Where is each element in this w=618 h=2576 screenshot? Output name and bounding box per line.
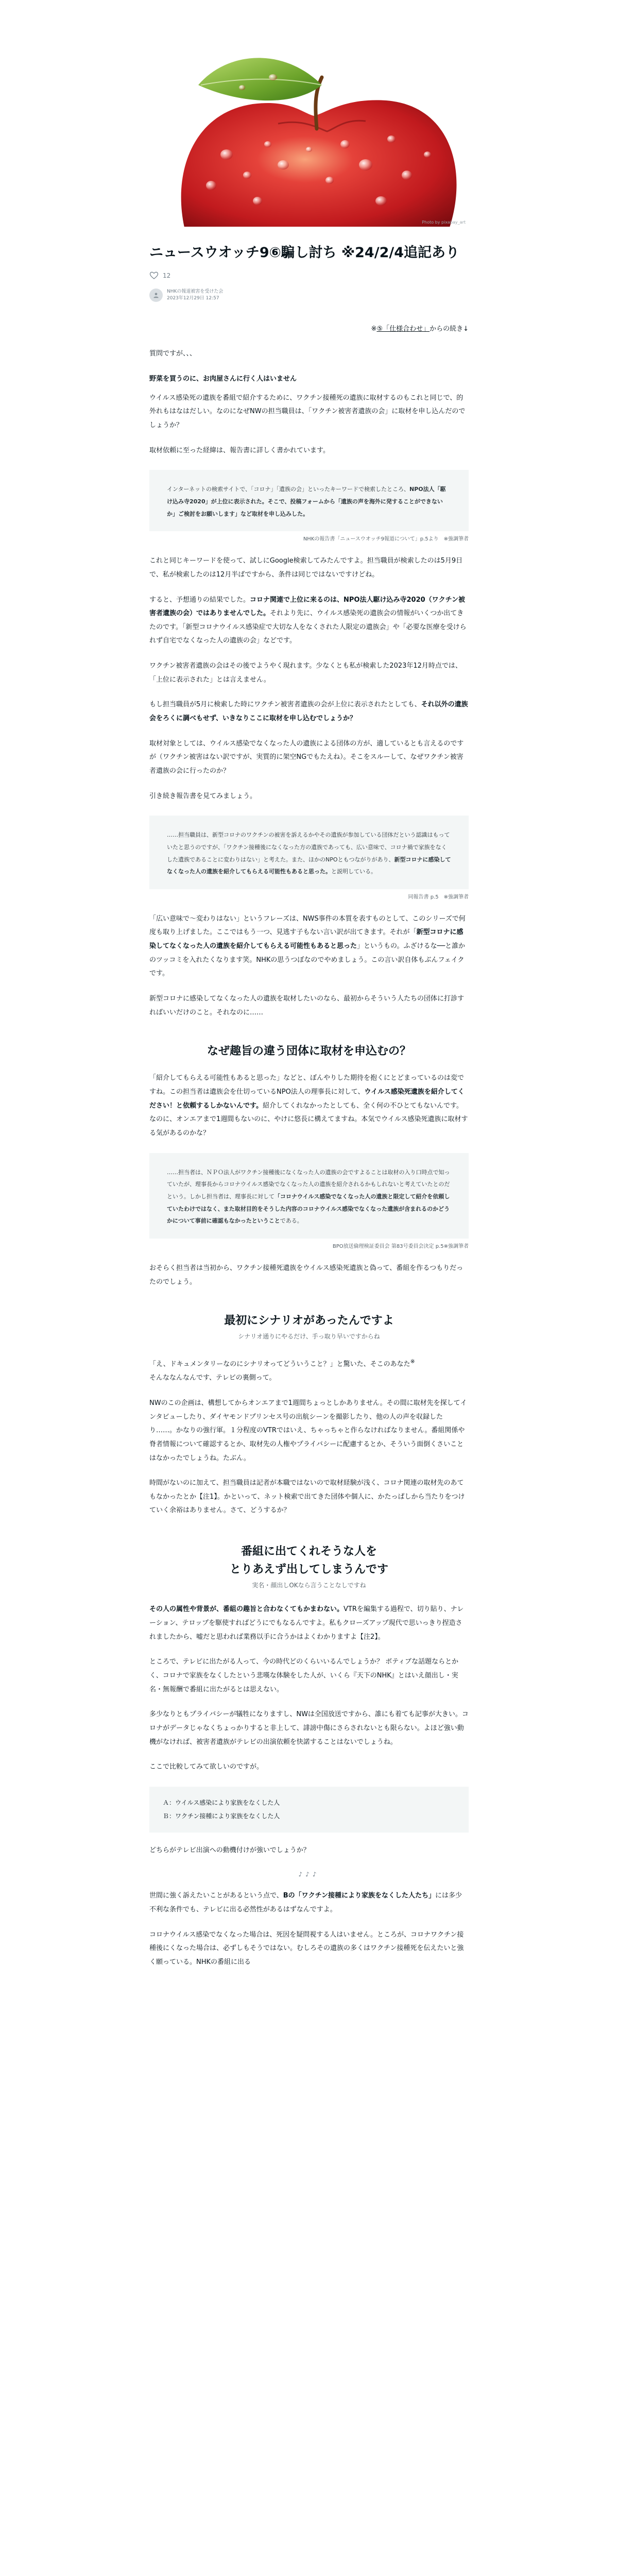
author-block	[149, 289, 469, 302]
avatar[interactable]	[149, 289, 163, 302]
text-part: 「広い意味で〜変わりはない」というフレーズは、NWS事件の本質を表すものとして、このシリーズで何度も取り上げました。ここではもう一つ、見逃す子もない言い訳が出てきます。それが「	[149, 914, 466, 937]
quote-text-part: と説明している。	[331, 868, 376, 875]
paragraph	[149, 1889, 469, 1917]
heading-line: とりあえず出してしまうんです	[229, 1563, 388, 1577]
paragraph: ここで比較してみて欲しいのですが。	[149, 1763, 264, 1771]
section-subheading: シナリオ通りにやるだけ、手っ取り早いですからね	[238, 1333, 380, 1341]
heading-line: 番組に出てくれそうな人を	[241, 1545, 377, 1558]
paragraph-bold	[149, 372, 469, 386]
paragraph: 質問ですが、、、	[149, 350, 197, 358]
paragraph: 取材対象としては、ウイルス感染でなくなった人の遺族による団体の方が、適しているとも言えるのですが（ワクチン被害はない訳ですが、実質的に架空NGでもたえね）。そこをスルーして、なぜワクチン被害者遺族の会に行ったのか？	[149, 739, 464, 775]
section-heading: 最初にシナリオがあったんですよ	[224, 1314, 394, 1328]
text-part: それより先に、ウイルス感染死の遺族会の情報がいくつか出てきたのです。「新型コロナウイルス感染症で大切な人をなくされた人限定の遺族会」や「必要な医療を受けられず自宅でなくなった人の遺族の会」などです。	[149, 609, 467, 645]
paragraph: 取材依頼に至った経緯は、報告書に詳しく書かれています。	[149, 446, 330, 454]
quote-text-part: インターネットの検索サイトで、「コロナ」「遺族の会」といったキーワードで検索したところ、	[167, 486, 410, 493]
prev-article-line	[149, 323, 469, 336]
quote-source: BPO放送倫理検証委員会 第83号委員会決定 p.5※強調筆者	[332, 1243, 469, 1249]
prev-article-link[interactable]: ⑤「仕様合わせ」	[376, 325, 430, 333]
text-part: もし担当職員が5月に検索した時にワクチン被害者遺族の会が上位に表示されたとしても、	[149, 701, 421, 709]
post-date: 2023年12月29日 12:57	[167, 295, 219, 301]
blockquote	[149, 816, 469, 889]
text-part: そんななんなんです、テレビの裏側って。	[149, 1374, 276, 1382]
section-heading	[149, 1543, 469, 1579]
lead-suffix: からの続き↓	[430, 325, 469, 333]
text-part: 」というもの。ふざけるな──と誰かのツッコミを入れたくなります笑。NHKの思うつぼなのでやめましょう。この言い訳自体もぶんフェイクです。	[149, 942, 466, 978]
text-part: すると、予想通りの結果でした。	[149, 596, 250, 604]
separator: ♪♪♪	[298, 1871, 320, 1878]
quote-source: 同報告書 p.5 ※強調筆者	[408, 894, 469, 900]
paragraph: 引き続き報告書を見てみましょう。	[149, 792, 257, 800]
paragraph	[149, 1072, 469, 1140]
quote-bold: NPO法人「駆け込み寺2020」が上位に表示された。そこで、投稿フォームから「遺族の声を海外に発することができないか」ご検討をお願いします」など取材を申し込みした。	[167, 486, 446, 517]
quote-bold: 「コロナウイルス感染でなくなった人の遺族と限定して紹介を依頼していたわけではなく、また取材目的をそうした内容のコロナウイルス感染でなくなった遺族が含まれるのかどうかについて事前に確認もなかったということ	[167, 1193, 450, 1225]
quote-bold: 新型コロナに感染してなくなった人の遺族を紹介してもらえる可能性もあると思った。	[167, 856, 451, 875]
option-a: Ａ：ウイルス感染により家族をなくした人	[163, 1799, 280, 1806]
hero-image	[149, 46, 469, 227]
blockquote	[149, 470, 469, 531]
section-subheading: 実名・顔出しOKなら言うことなしですね	[252, 1582, 366, 1589]
author-name[interactable]: NHKの報道被害を受けた会	[167, 289, 224, 295]
paragraph	[149, 698, 469, 725]
quote-text-part: ……担当者は、ＮＰＯ法人がワクチン接種後になくなった人の遺族の会ですよることは取材の入り口時点で知っていたが、理事長からコロナウイルス感染でなくなった人の遺族を紹介されるかもしれないと考えていたとのだという。しかし担当者は、理事長に対して	[167, 1168, 450, 1200]
quote-text-part: ……担当職員は、新型コロナのワクチンの被害を訴えるかやその遺族が参加している団体だという認識はもっていたと思うのですが、「ワクチン接種後になくなった方の遺族であっても、広い意味で、コロナ禍で家族をなくした遺族であることに変わりはない」と考えた。また、ほかのNPOともつながりがあり、	[167, 832, 450, 863]
lead-prefix: ※	[371, 325, 377, 333]
photo-credit: Photo by pixabay_art	[422, 220, 466, 225]
like-count: 12	[163, 272, 171, 279]
paragraph: ワクチン被害者遺族の会はその後でようやく現れます。少なくとも私が検索した2023年12月時点では、「上位に表示された」とは言えません。	[149, 662, 462, 684]
bold-text: Bの「ワクチン接種により家族をなくした人たち」	[283, 1892, 436, 1900]
paragraph	[149, 594, 469, 649]
text-part: には多少不利な条件でも、テレビに出る必然性があるはずなんですよ。	[149, 1892, 462, 1913]
paragraph: NWのこの企画は、構想してからオンエアまで1週間ちょっとしかありません。その間に取材先を探してインタビューしたり、ダイヤモンドプリンセス号の出航シーンを撮影したり、他の人の声を収録したり……。かなりの強行軍。１分程度のVTRではいえ、ちゃっちゃと作らなければなりません。番組関係や脊者情報について確認するとか、取材先の人権やプライバシーに配慮するとか、そういう面倒くさいことはなかったでしょうね。たぶん。	[149, 1399, 467, 1462]
quote-source[interactable]: NHKの報告書「ニュースウオッチ9報道について」p.5より ※強調筆者	[303, 536, 469, 543]
bold-text: 新型コロナに感染してなくなった人の遺族を紹介してもらえる可能性もあると思った	[149, 928, 464, 951]
paragraph: どちらがテレビ出演への動機付けが強いでしょうか？	[149, 1846, 310, 1854]
bold-text: コロナ関連で上位に来るのは、NPO法人駆け込み寺2020（ワクチン被害者遺族の会）ではありませんでした。	[149, 596, 466, 618]
apple-body	[181, 100, 457, 227]
bold-text: その人の属性や背景が、番組の趣旨と合わなくてもかまわない。	[149, 1605, 344, 1614]
quote-text	[167, 829, 451, 878]
text-part: 「え、ドキュメンタリーなのにシナリオってどういうこと？」と驚いた、そこのあなた	[149, 1360, 410, 1368]
blockquote	[149, 1153, 469, 1239]
section-heading: なぜ趣旨の違う団体に取材を申込むの？	[207, 1045, 411, 1058]
paragraph	[149, 1356, 469, 1385]
bold-text: ウイルス感染死遺族を紹介してください！と依頼するしかないんです。	[149, 1088, 465, 1110]
footnote-mark: ※	[410, 1358, 415, 1365]
text-part: 紹介してくれなかったとしても、全く何の不ひとてもないんです。なのに、オンエアまで1週間もないのに、やけに悠長に構えてますね。本気でウイルス感染死遺族に取材する気があるのかな？	[149, 1101, 468, 1138]
article	[149, 242, 469, 1969]
paragraph: おそらく担当者は当初から、ワクチン接種死遺族をウイルス感染死遺族と偽って、番組を作るつもりだったのでしょう。	[149, 1264, 464, 1286]
page-title: ニュースウオッチ9⑥騙し討ち ※24/2/4追記あり	[149, 245, 460, 261]
text-part: 世間に強く訴えたいことがあるという点で、	[149, 1892, 283, 1900]
bold-text: それ以外の遺族会をろくに調べもせず、いきなりここに取材を申し込むでしょうか？	[149, 701, 468, 723]
text-part: VTRを編集する過程で、切り貼り、ナレーション、テロップを駆使すればどうにでもなるんですよ。私もクローズアップ現代で思いっきり捏造されましたから、嘘だと思われば業務以手に合うかはよくわかりますよ【注2】。	[149, 1605, 464, 1641]
user-icon	[152, 292, 160, 299]
option-b: Ｂ：ワクチン接種により家族をなくした人	[163, 1812, 280, 1820]
like-row	[149, 271, 469, 280]
paragraph: ウイルス感染死の遺族を番組で紹介するために、ワクチン接種死の遺族に取材するのもこれと同じで、的外れもはなはだしい。なのになぜNWの担当職員は、「ワクチン被害者遺族の会」に取材を申し込んだのでしょうか？	[149, 394, 466, 430]
heart-icon[interactable]	[149, 271, 159, 280]
paragraph: 時間がないのに加えて、担当職員は記者が本職ではないので取材経験が浅く、コロナ関連の取材先のあてもなかったとか【注1】。かといって、ネット検索で出てきた団体や個人に、かたっぱしから当たりをつけていく余裕はありません。さて、どうするか？	[149, 1479, 465, 1515]
paragraph: ところで、テレビに出たがる人って、今の時代どのくらいいるんでしょうか？ ボティブな話題ならとかく、コロナで家族をなくしたという悲嘆な体験をした人が、いくら『天下のNHK』とはいえ顔出し・実名・無報酬で番組に出たがるとは思えない。	[149, 1658, 459, 1693]
paragraph	[149, 1603, 469, 1644]
text-part: 「紹介してもらえる可能性もあると思った」などと、ぼんやりした期待を抱くにとどまっているのは変ですね。この担当者は遺族会を仕切っているNPO法人の理事長に対して、	[149, 1074, 465, 1096]
author-meta	[167, 289, 223, 301]
comparison-box	[149, 1787, 469, 1833]
apple-illustration	[149, 46, 469, 227]
bold-text: 野菜を買うのに、お肉屋さんに行く人はいません	[149, 375, 297, 383]
paragraph	[149, 912, 469, 981]
paragraph: これと同じキーワードを使って、試しにGoogle検索してみたんですよ。担当職員が検索したのは5月9日で、私が検索したのは12月半ばですから、条件は同じではないですけどね。	[149, 557, 463, 579]
paragraph: 新型コロナに感染してなくなった人の遺族を取材したいのなら、最初からそういう人たちの団体に打診すればいいだけのこと。それなのに……	[149, 994, 465, 1016]
quote-text	[167, 483, 451, 520]
quote-text-part: である。	[280, 1217, 303, 1225]
quote-text	[167, 1166, 451, 1227]
paragraph: コロナウイルス感染でなくなった場合は、死因を疑問視する人はいません。ところが、コロナワクチン接種後にくなった場合は、必ずしもそうではない。むしろその遺族の多くはワクチン接種死を伝えたいと強く願っている。NHKの番組に出る	[149, 1930, 464, 1966]
paragraph: 多少なりともプライバシーが犠牲になりますし、NWは全国放送ですから、誰にも着ても記事が大きい。コロナがデータじゃなくちょっかりすると非上して、誹謗中傷にさらされないとも限らない。よほど強い動機がなければ、被害者遺族がテレビの出演依頼を快諾することはないでしょうね。	[149, 1710, 469, 1746]
